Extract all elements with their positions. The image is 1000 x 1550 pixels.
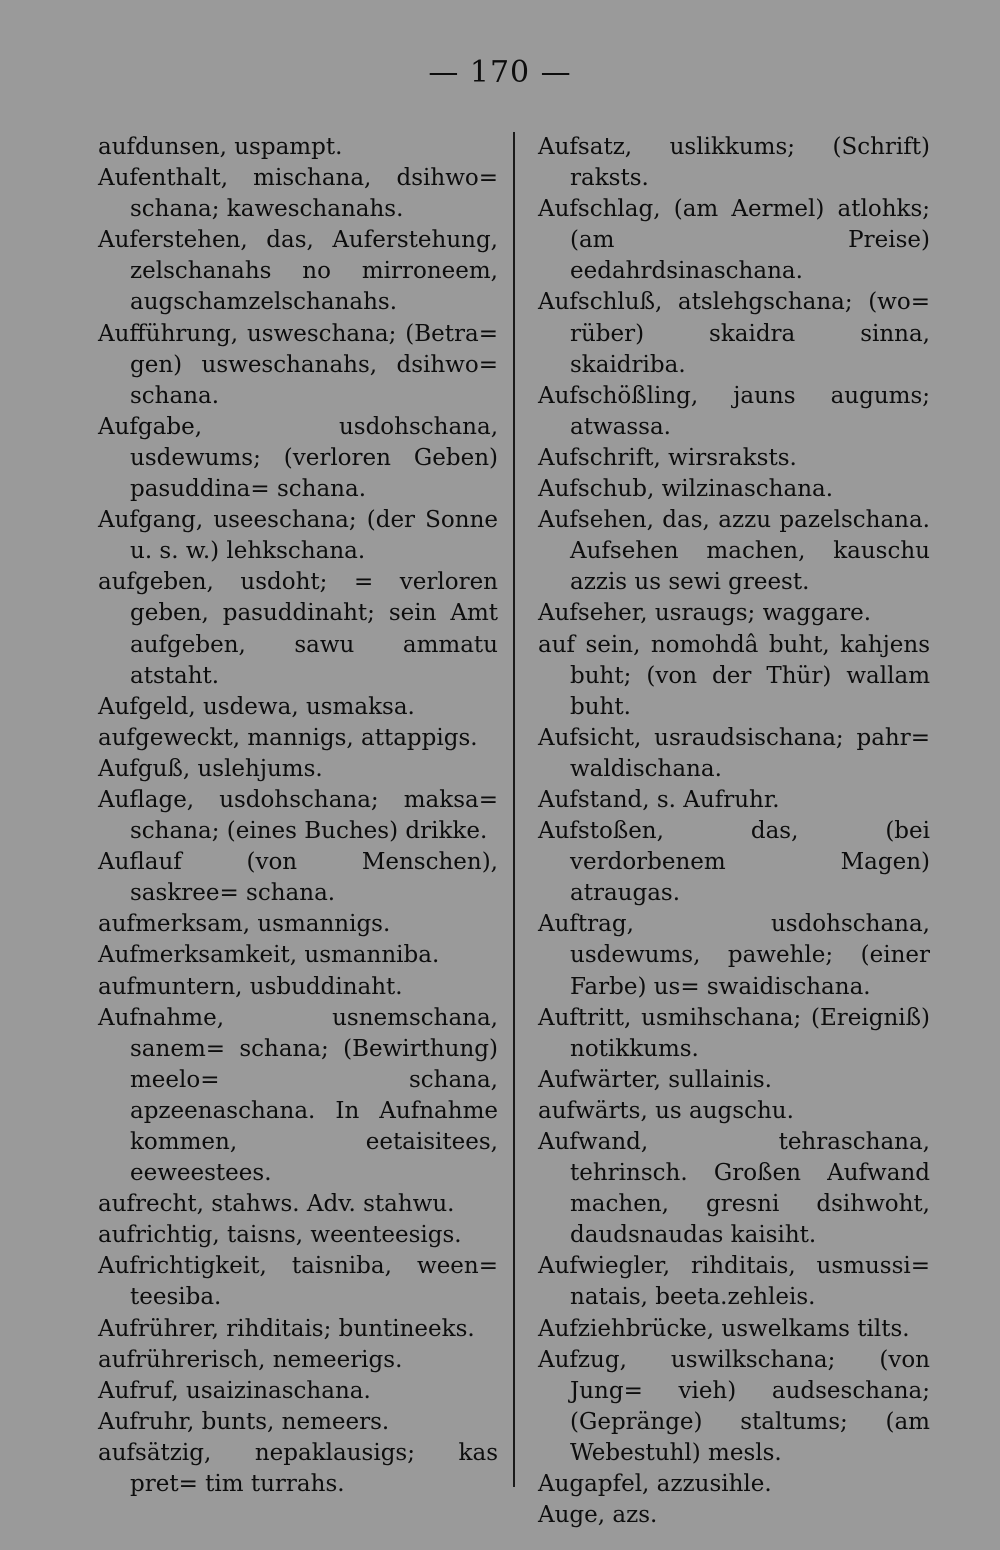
dictionary-entry: Aufnahme, usnemschana, sanem= schana; (Bewirthung) meelo= schana, apzeenaschana. In Aufnahme kommen, eetaisitees, eeweestees. (98, 1004, 498, 1187)
dictionary-entry: Aufschößling, jauns augums; atwassa. (538, 382, 930, 440)
dictionary-entry: Aufguß, uslehjums. (98, 755, 323, 782)
dictionary-entry: Aufschluß, atslehgschana; (wo= rüber) skaidra sinna, skaidriba. (538, 289, 930, 378)
dictionary-entry: Auftritt, usmihschana; (Ereigniß) notikkums. (538, 1004, 930, 1062)
dictionary-entry: aufrührerisch, nemeerigs. (98, 1346, 403, 1373)
dictionary-entry: Aufsehen, das, azzu pazelschana. Aufsehen machen, kauschu azzis us sewi greest. (538, 507, 930, 596)
dictionary-entry: auf sein, nomohdâ buht, kahjens buht; (von der Thür) wallam buht. (538, 631, 930, 720)
dictionary-entry: Aufschub, wilzinaschana. (538, 476, 834, 503)
dictionary-entry: Aufruhr, bunts, nemeers. (98, 1408, 390, 1435)
dictionary-entry: Aufgabe, usdohschana, usdewums; (verloren Geben) pasuddina= schana. (98, 413, 498, 503)
dictionary-entry: Aufwand, tehraschana, tehrinsch. Großen Aufwand machen, gresni dsihwoht, daudsnaudas kaisiht. (538, 1129, 930, 1249)
dictionary-entry: aufgeweckt, mannigs, attappigs. (98, 724, 478, 751)
dictionary-entry: Aufmerksamkeit, usmanniba. (98, 942, 440, 969)
dictionary-entry: Aufrührer, rihditais; buntineeks. (98, 1315, 475, 1342)
dictionary-entry: aufgeben, usdoht; = verloren geben, pasuddinaht; sein Amt aufgeben, sawu ammatu atstaht. (98, 569, 498, 689)
dictionary-entry: Augapfel, azzusihle. (538, 1471, 772, 1498)
dictionary-entry: Aufgeld, usdewa, usmaksa. (98, 693, 415, 720)
dictionary-entry: Aufschlag, (am Aermel) atlohks; (am Preise) eedahrdsinaschana. (538, 196, 930, 285)
dictionary-entry: Auflauf (von Menschen), saskree= schana. (98, 849, 498, 907)
dictionary-entry: Aufwiegler, rihditais, usmussi= natais, beeta.zehleis. (538, 1253, 930, 1311)
page-number: — 170 — (428, 55, 572, 90)
dictionary-entry: aufrichtig, taisns, weenteesigs. (98, 1222, 462, 1249)
dictionary-entry: Aufruf, usaizinaschana. (98, 1377, 371, 1404)
dictionary-entry: Aufsatz, uslikkums; (Schrift) raksts. (538, 134, 930, 192)
dictionary-entry: Aufzug, uswilkschana; (von Jung= vieh) audseschana; (Gepränge) staltums; (am Webestuhl) mesls. (538, 1346, 930, 1466)
dictionary-entry: Aufstand, s. Aufruhr. (538, 786, 780, 813)
dictionary-entry: Aufseher, usraugs; waggare. (538, 600, 872, 627)
dictionary-entry: Aufwärter, sullainis. (538, 1066, 772, 1093)
dictionary-entry: Auferstehen, das, Auferstehung, zelschanahs no mirroneem, augschamzelschanahs. (98, 227, 498, 316)
dictionary-entry: Aufführung, usweschana; (Betra= gen) usweschanahs, dsihwo= schana. (98, 320, 498, 409)
dictionary-entry: aufmuntern, usbuddinaht. (98, 973, 403, 1000)
right-column (538, 132, 930, 1531)
dictionary-entry: Aufsicht, usraudsischana; pahr= waldischana. (538, 724, 930, 782)
left-column (98, 132, 498, 1500)
dictionary-entry: Aufstoßen, das, (bei verdorbenem Magen) atraugas. (538, 818, 930, 907)
dictionary-entry: Aufschrift, wirsraksts. (538, 444, 797, 471)
dictionary-entry: aufrecht, stahws. Adv. stahwu. (98, 1191, 455, 1218)
dictionary-entry: Aufrichtigkeit, taisniba, ween= teesiba. (98, 1253, 498, 1311)
dictionary-entry: Aufenthalt, mischana, dsihwo= schana; kaweschanahs. (98, 165, 498, 223)
dictionary-entry: Aufgang, useeschana; (der Sonne u. s. w.) lehkschana. (98, 507, 498, 565)
dictionary-entry: Aufziehbrücke, uswelkams tilts. (538, 1315, 910, 1342)
dictionary-entry: Auge, azs. (538, 1502, 658, 1529)
dictionary-entry: aufwärts, us augschu. (538, 1097, 794, 1124)
dictionary-entry: Auftrag, usdohschana, usdewums, pawehle; (einer Farbe) us= swaidischana. (538, 911, 930, 1000)
dictionary-entry: Auflage, usdohschana; maksa= schana; (eines Buches) drikke. (98, 786, 498, 845)
dictionary-entry: aufsätzig, nepaklausigs; kas pret= tim turrahs. (98, 1439, 498, 1498)
column-divider (513, 132, 515, 1487)
dictionary-entry: aufmerksam, usmannigs. (98, 911, 391, 938)
dictionary-entry: aufdunsen, uspampt. (98, 134, 343, 160)
